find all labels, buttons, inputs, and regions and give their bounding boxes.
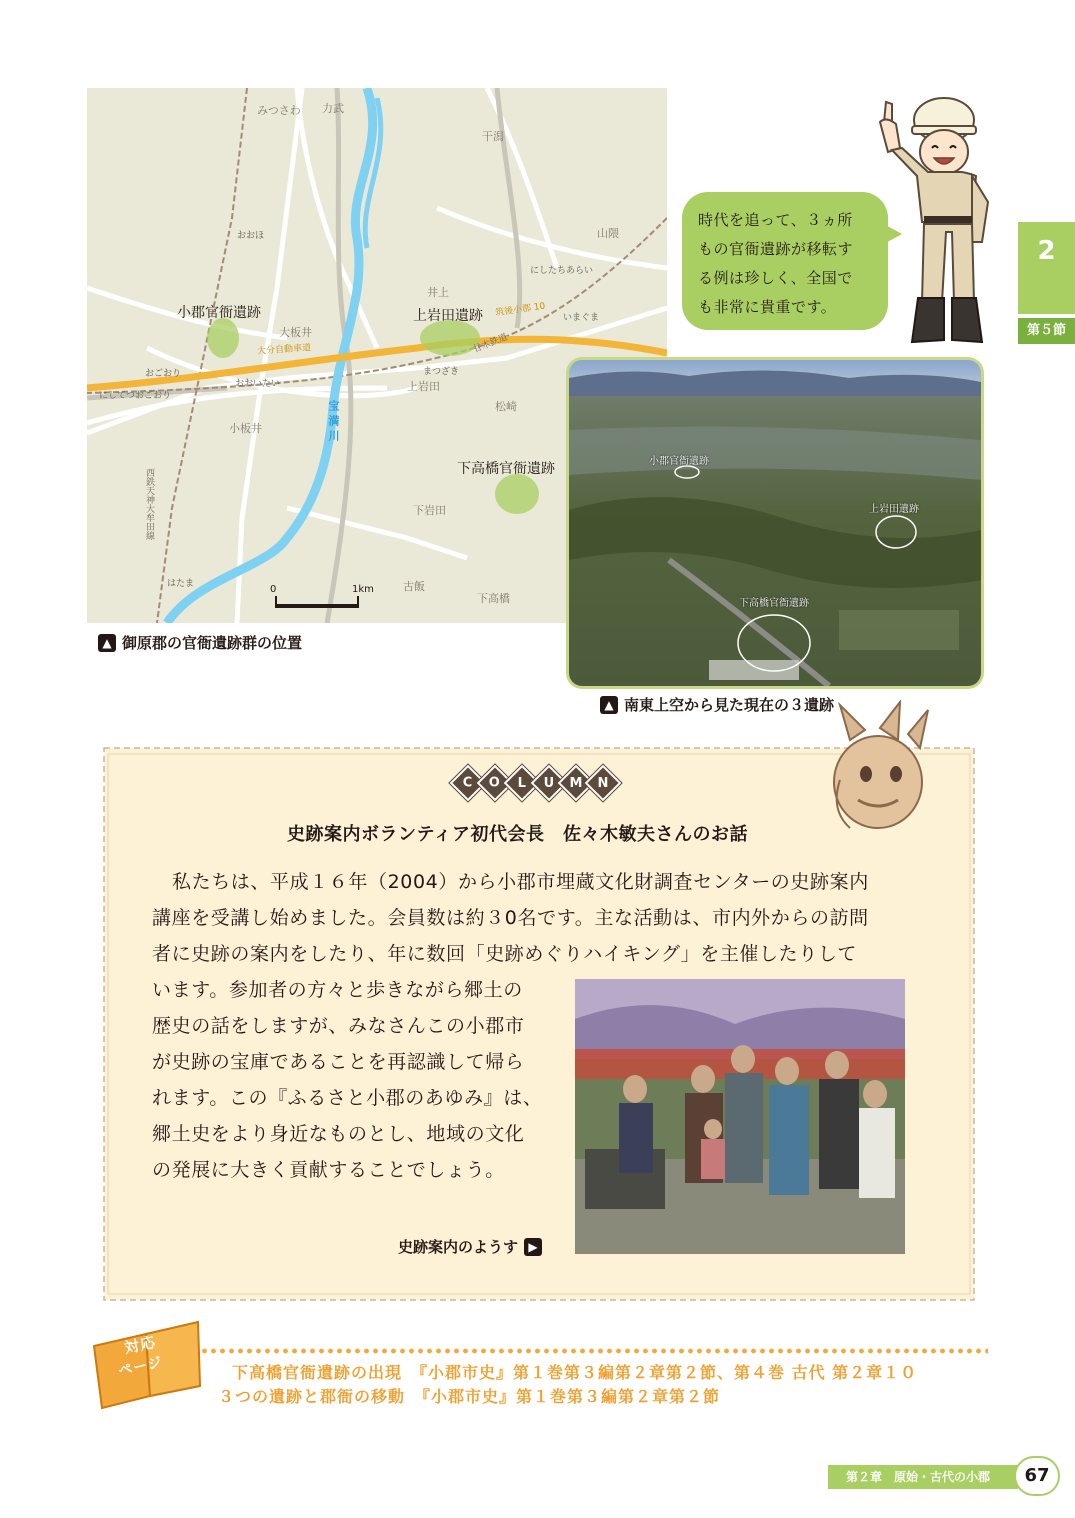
column-letter: L [504, 765, 541, 802]
paragraph-line: の発展に大きく貢献することでしょう。 [152, 1159, 505, 1181]
station-label: おごおり [145, 369, 182, 379]
column-title-badge [455, 770, 616, 796]
footer-chapter-label: 第２章 原始・古代の小郡 [828, 1465, 1018, 1489]
scale-label-km: 1km [352, 584, 374, 595]
station-label: にしたちあらい [530, 266, 594, 276]
place-label: 井上 [427, 286, 449, 299]
station-label: おおほ [237, 231, 265, 241]
speech-bubble [682, 192, 888, 330]
aerial-photo [569, 360, 981, 686]
place-label: 干潟 [482, 130, 504, 143]
place-label: 山隈 [597, 227, 619, 240]
scale-label-zero: 0 [270, 584, 277, 595]
paragraph-line: います。参加者の方々と歩きながら郷土の [152, 979, 523, 1001]
up-arrow-icon: ▲ [600, 696, 618, 714]
map-caption-text: 御原郡の官衙遺跡群の位置 [122, 634, 303, 652]
page-number: 67 [1014, 1456, 1060, 1496]
paragraph-line: 講座を受講し始めました。会員数は約３0名です。主な活動は、市内外からの訪問 [152, 907, 869, 929]
aerial-photo-frame [566, 357, 984, 689]
photo-label-kamiiwata: 上岩田遺跡 [869, 504, 919, 515]
place-label: 小板井 [229, 422, 262, 435]
station-label: はたま [167, 579, 195, 589]
place-label: 力武 [322, 102, 344, 115]
site-label-kamiiwata: 上岩田遺跡 [413, 308, 483, 324]
place-label: みつさわ [257, 104, 301, 117]
station-label: いまぐま [563, 313, 600, 323]
tour-photo-caption-text: 史跡案内のようす [398, 1238, 519, 1256]
reference-book-label-1: 対応 [122, 1332, 158, 1358]
river-label: 宝満川 [327, 400, 340, 445]
up-arrow-icon: ▲ [98, 634, 116, 652]
column-paragraph-short-lines [152, 972, 542, 1188]
paragraph-line: 者に史跡の案内をしたり、年に数回「史跡めぐりハイキング」を主催したりして [152, 943, 858, 965]
place-label: 古飯 [403, 580, 425, 593]
reference-book-label-2: ページ [117, 1354, 165, 1380]
chapter-number-tab: 2 [1018, 222, 1075, 314]
aerial-photo-graphic [569, 360, 981, 686]
reference-dotted-line [200, 1348, 988, 1354]
site-label-shimotakahashi: 下高橋官衙遺跡 [457, 461, 555, 477]
photo-caption-text: 南東上空から見た現在の３遺跡 [624, 696, 835, 714]
station-label: おおいたい [235, 379, 281, 389]
route-label: 筑後小郡 10 [494, 301, 546, 319]
place-label: 松崎 [495, 400, 517, 413]
ogori-site-marker [207, 318, 239, 358]
photo-label-ogori: 小郡官衙遺跡 [649, 456, 709, 467]
haniwa-horse-illustration [820, 700, 940, 835]
railway-label: 甘木鉄道 [472, 332, 510, 356]
place-label: 大板井 [279, 326, 312, 339]
paragraph-line: が史跡の宝庫であることを再認識して帰ら [152, 1051, 525, 1073]
scale-bar [275, 604, 359, 608]
paragraph-line: 歴史の話をしますが、みなさんこの小郡市 [152, 1015, 525, 1037]
paragraph-line: 郷土史をより身近なものとし、地域の文化 [152, 1123, 525, 1145]
guided-tour-photo [575, 979, 905, 1254]
bubble-line: も非常に貴重です。 [698, 298, 837, 316]
paragraph-line: 私たちは、平成１６年（2004）から小郡市埋蔵文化財調査センターの史跡案内 [172, 871, 869, 893]
column-paragraph-full-lines [152, 900, 869, 972]
guide-character-illustration [872, 92, 997, 350]
place-label: 下岩田 [413, 504, 446, 517]
column-paragraph-first-line [172, 864, 869, 900]
expressway-label: 大分自動車道 [256, 343, 312, 357]
column-letter: M [558, 765, 595, 802]
section-tab: 第５節 [1018, 318, 1075, 344]
tour-photo-caption [398, 1236, 542, 1257]
place-label: 上岩田 [407, 380, 440, 393]
photo-caption [600, 694, 834, 715]
guided-tour-photo-graphic [575, 979, 905, 1254]
paragraph-line: れます。この『ふるさと小郡のあゆみ』は、 [152, 1087, 543, 1109]
column-heading: 史跡案内ボランティア初代会長 佐々木敏夫さんのお話 [287, 824, 749, 845]
column-letter: C [450, 765, 487, 802]
place-label: 下高橋 [477, 592, 510, 605]
station-label: にしてつおごおり [99, 391, 172, 401]
bubble-line: 時代を追って、３ヵ所 [698, 211, 853, 229]
column-letter: N [585, 765, 622, 802]
reference-line: 下高橋官衙遺跡の出現 『小郡市史』第１巻第３編第２章第２節、第４巻 古代 第２章１０ [232, 1363, 918, 1382]
bubble-line: る例は珍しく、全国で [698, 269, 853, 287]
column-letter: U [531, 765, 568, 802]
photo-label-shimotakahashi: 下高橋官衙遺跡 [739, 598, 809, 609]
map-caption [98, 632, 302, 653]
station-label: まつざき [423, 367, 460, 377]
reference-line: ３つの遺跡と郡衙の移動 『小郡市史』第１巻第３編第２章第２節 [218, 1387, 721, 1406]
bubble-line: もの官衙遺跡が移転す [698, 240, 854, 258]
railway-label: 西鉄天神大牟田線 [144, 468, 154, 540]
column-letter: O [477, 765, 514, 802]
shimotakahashi-site-marker [495, 474, 539, 514]
site-label-ogori: 小郡官衙遺跡 [177, 305, 261, 321]
kamiiwata-site-marker [420, 320, 480, 356]
right-arrow-icon: ▶ [524, 1238, 542, 1256]
